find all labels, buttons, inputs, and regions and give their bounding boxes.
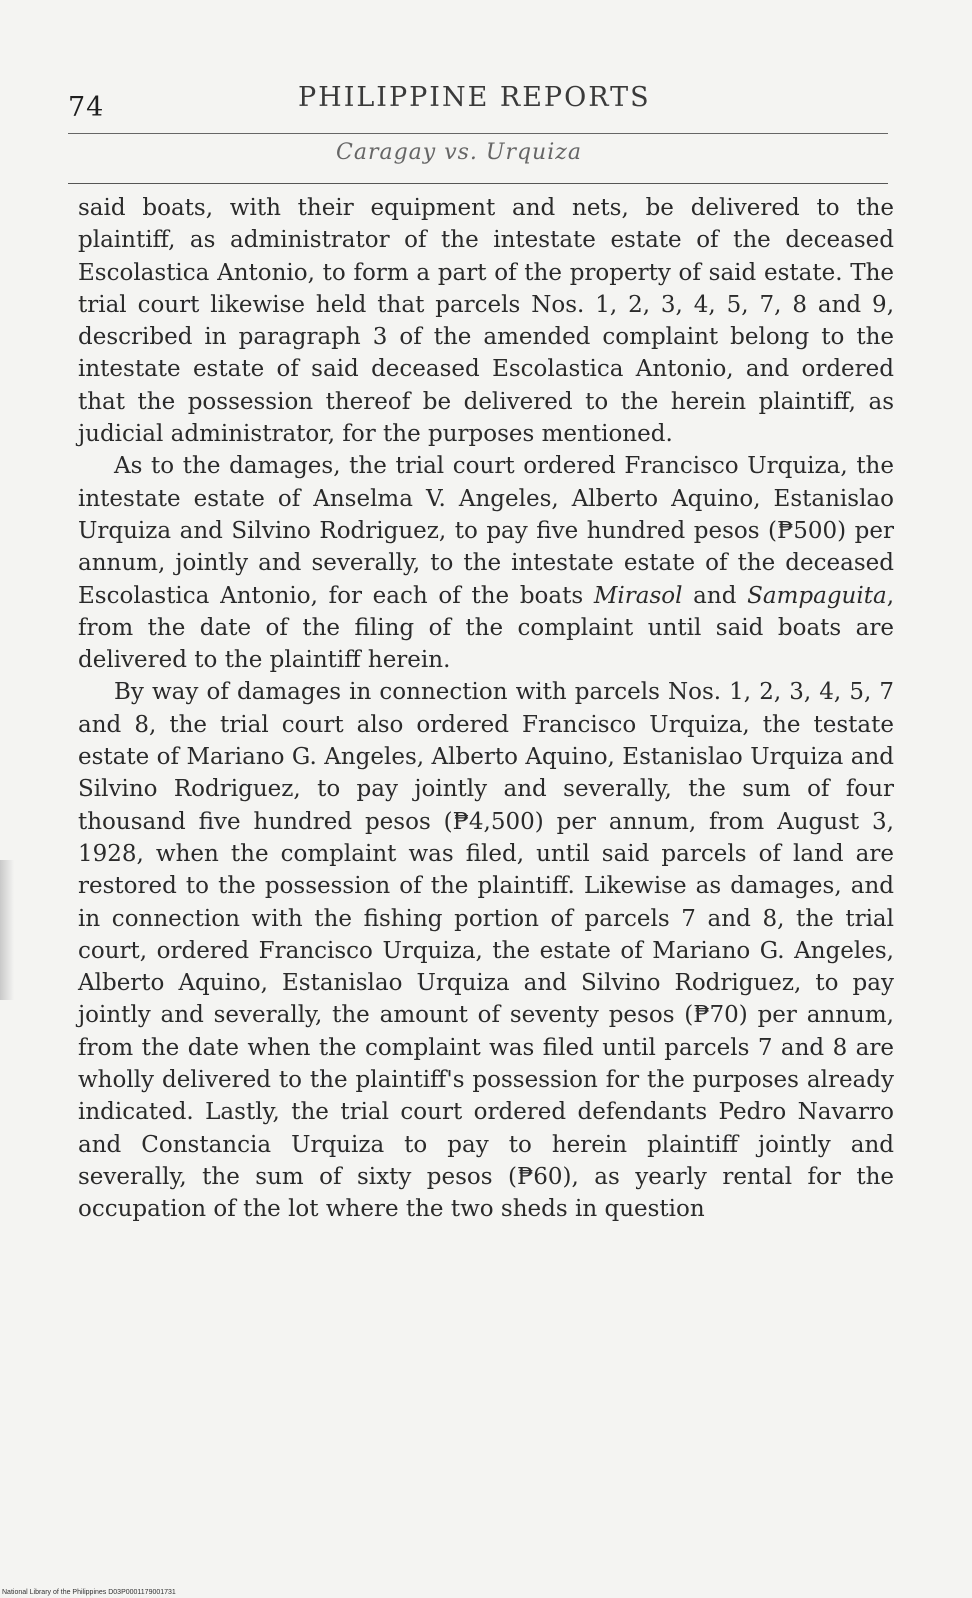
running-head: PHILIPPINE REPORTS: [298, 82, 651, 113]
body-text: [78, 192, 894, 1226]
paragraph-damages-parcels: By way of damages in connection with parcels Nos. 1, 2, 3, 4, 5, 7 and 8, the trial court also ordered Francisco Urquiza, the testate estate of Mariano G. Angeles, Alberto Aquino, Estanislao Urquiza and Silvino Rodriguez, to pay jointly and severally, the sum of four thousand five hundred pesos (₱4,500) per annum, from August 3, 1928, when the complaint was filed, until said parcels of land are restored to the possession of the plaintiff. Likewise as damages, and in connection with the fishing portion of parcels 7 and 8, the trial court, ordered Francisco Urquiza, the estate of Mariano G. Angeles, Alberto Aquino, Estanislao Urquiza and Silvino Rodriguez, to pay jointly and severally, the amount of seventy pesos (₱70) per annum, from the date when the complaint was filed until parcels 7 and 8 are wholly delivered to the plaintiff's possession for the purposes already indicated. Lastly, the trial court ordered defendants Pedro Navarro and Constancia Urquiza to pay to herein plaintiff jointly and severally, the sum of sixty pesos (₱60), as yearly rental for the occupation of the lot where the two sheds in question: [78, 679, 894, 1223]
header-rule: [68, 133, 888, 134]
paragraph-text: , from the date of the filing of the complaint until said boats are delivered to the plaintiff herein.: [78, 582, 894, 674]
binding-shadow: [0, 860, 14, 1000]
paragraph-text: and: [682, 582, 748, 609]
paragraph-continuation: said boats, with their equipment and nets, be delivered to the plaintiff, as administrator of the intestate estate of the deceased Escolastica Antonio, to form a part of the property of said estate. The trial court likewise held that parcels Nos. 1, 2, 3, 4, 5, 7, 8 and 9, described in paragraph 3 of the amended complaint belong to the intestate estate of said deceased Escolastica Antonio, and ordered that the possession thereof be delivered to the herein plaintiff, as judicial administrator, for the purposes mentioned.: [78, 195, 894, 448]
page-header: [68, 78, 888, 138]
case-title: Caragay vs. Urquiza: [336, 140, 582, 165]
boat-name-mirasol: Mirasol: [593, 582, 683, 609]
paragraph-text: As to the damages, the trial court ordered Francisco Urquiza, the intestate estate of Anselma V. Angeles, Alberto Aquino, Estanislao Urquiza and Silvino Rodriguez, to pay five hundred pesos (₱500) per annum, jointly and severally, to the intestate estate of the deceased Escolastica Antonio, for each of the boats: [78, 453, 894, 609]
scan-credit: National Library of the Philippines D03P0001179001731: [2, 1589, 176, 1596]
paragraph-damages-boats: [78, 450, 894, 676]
page-number: 74: [68, 92, 105, 123]
case-title-rule: [68, 183, 888, 184]
boat-name-sampaguita: Sampaguita: [747, 582, 887, 609]
